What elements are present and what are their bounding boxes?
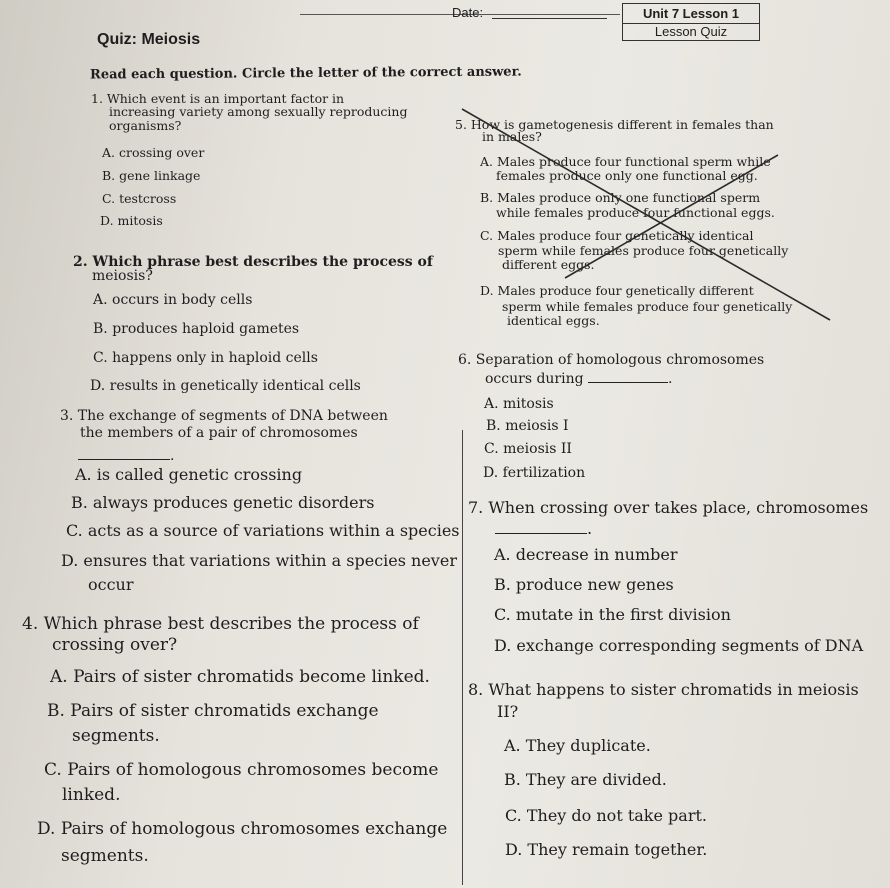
option-c[interactable]: C. meiosis II: [484, 441, 572, 457]
question-text: 4. Which phrase best describes the process of: [22, 614, 419, 634]
question-text: 7. When crossing over takes place, chromosomes: [468, 498, 869, 517]
option-d-cont: occur: [88, 575, 134, 594]
option-b-cont: segments.: [72, 726, 160, 746]
option-c-cont: different eggs.: [502, 257, 595, 272]
question-text: in males?: [482, 129, 542, 144]
question-text: organisms?: [109, 118, 182, 133]
strike-line: [565, 155, 778, 278]
option-b[interactable]: B. produces haploid gametes: [93, 321, 300, 337]
option-c[interactable]: C. They do not take part.: [505, 806, 707, 825]
question-text: occurs during: [485, 371, 584, 387]
option-a-cont: females produce only one functional egg.: [496, 168, 758, 183]
option-d[interactable]: D. They remain together.: [505, 840, 708, 859]
option-b[interactable]: B. meiosis I: [486, 418, 569, 434]
option-c[interactable]: C. happens only in haploid cells: [93, 350, 318, 366]
option-b[interactable]: B. gene linkage: [102, 168, 201, 183]
option-d[interactable]: D. ensures that variations within a species never: [61, 551, 457, 570]
question-text: II?: [497, 702, 519, 721]
option-d[interactable]: D. results in genetically identical cells: [90, 378, 361, 394]
option-d[interactable]: D. exchange corresponding segments of DNA: [494, 636, 864, 655]
question-text: 1. Which event is an important factor in: [91, 91, 345, 106]
option-c[interactable]: C. Pairs of homologous chromosomes become: [44, 760, 439, 780]
option-a[interactable]: A. occurs in body cells: [93, 292, 253, 308]
option-d[interactable]: D. Males produce four genetically different: [480, 283, 754, 298]
option-c[interactable]: C. acts as a source of variations within a species: [66, 521, 460, 540]
option-d-cont: identical eggs.: [507, 313, 600, 328]
option-b-cont: while females produce four functional eggs.: [496, 205, 775, 220]
option-d[interactable]: D. fertilization: [483, 465, 586, 481]
option-a[interactable]: A. decrease in number: [494, 545, 678, 564]
option-a[interactable]: A. Males produce four functional sperm while: [480, 154, 771, 169]
option-a[interactable]: A. mitosis: [484, 396, 554, 412]
question-text: 2. Which phrase best describes the process of: [73, 254, 433, 270]
instructions: Read each question. Circle the letter of the correct answer.: [89, 64, 522, 83]
option-c-cont: sperm while females produce four genetically: [498, 243, 789, 258]
answer-blank: [495, 519, 592, 538]
question-text: crossing over?: [52, 635, 178, 655]
option-a[interactable]: A. Pairs of sister chromatids become linked.: [50, 667, 430, 687]
question-text: 3. The exchange of segments of DNA between: [60, 408, 388, 424]
option-d[interactable]: D. mitosis: [100, 213, 163, 228]
option-b[interactable]: B. Males produce only one functional sperm: [480, 190, 761, 205]
question-text: .: [170, 448, 175, 464]
answer-blank: [485, 370, 673, 387]
option-a[interactable]: A. is called genetic crossing: [75, 465, 303, 484]
option-b[interactable]: B. Pairs of sister chromatids exchange: [47, 701, 379, 721]
question-text: the members of a pair of chromosomes: [80, 425, 358, 441]
question-text: .: [668, 371, 673, 387]
strike-line: [462, 109, 830, 320]
column-divider: [462, 430, 463, 885]
question-text: increasing variety among sexually reproducing: [109, 104, 408, 119]
option-a[interactable]: A. crossing over: [102, 145, 205, 160]
option-d-cont: sperm while females produce four genetically: [502, 299, 793, 314]
option-b[interactable]: B. They are divided.: [504, 770, 667, 789]
question-text: meiosis?: [92, 268, 153, 284]
option-c[interactable]: C. mutate in the first division: [494, 605, 731, 624]
question-text: .: [587, 519, 593, 538]
option-c[interactable]: C. testcross: [102, 191, 177, 206]
option-a[interactable]: A. They duplicate.: [504, 736, 651, 755]
option-c-cont: linked.: [62, 785, 121, 805]
option-d-cont: segments.: [61, 846, 149, 866]
question-text: 6. Separation of homologous chromosomes: [458, 352, 765, 368]
date-label: Date:: [452, 5, 484, 20]
option-d[interactable]: D. Pairs of homologous chromosomes exchange: [37, 819, 448, 839]
lesson-type-label: Lesson Quiz: [654, 24, 728, 39]
option-b[interactable]: B. produce new genes: [494, 575, 674, 594]
unit-label: Unit 7 Lesson 1: [623, 4, 759, 24]
option-b[interactable]: B. always produces genetic disorders: [71, 493, 375, 512]
question-text: 8. What happens to sister chromatids in meiosis: [468, 680, 859, 699]
page-title: Quiz: Meiosis: [97, 31, 201, 48]
question-text: 5. How is gametogenesis different in females than: [455, 117, 774, 132]
option-c[interactable]: C. Males produce four genetically identical: [480, 228, 754, 243]
